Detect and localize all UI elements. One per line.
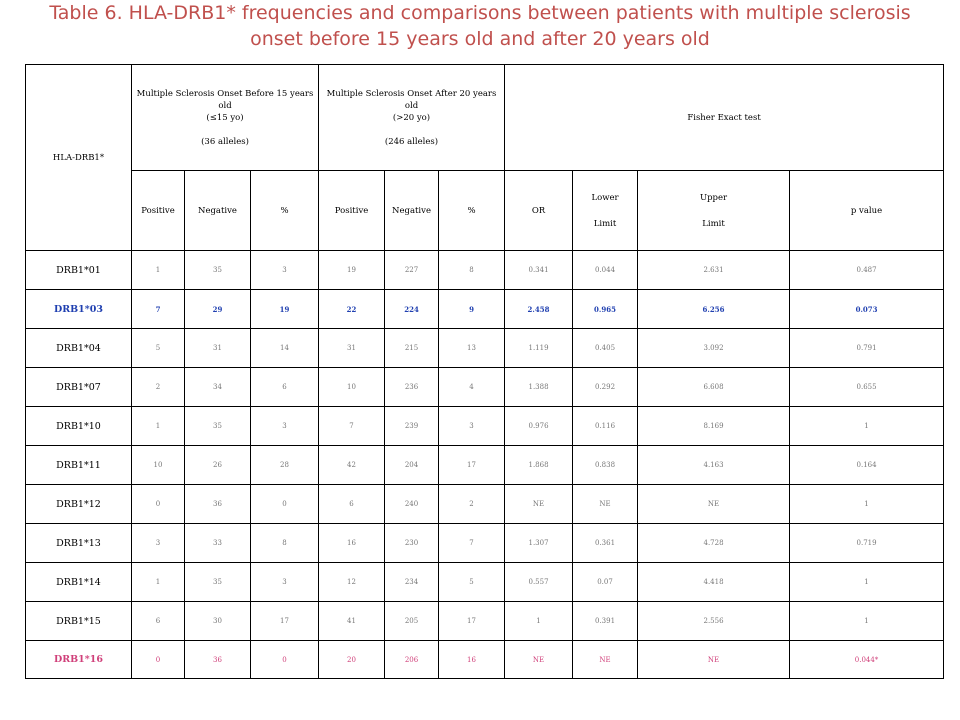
cell-positive-1: 1 (132, 251, 185, 290)
cell-positive-2: 12 (319, 563, 385, 602)
title-line-2: onset before 15 years old and after 20 years old (250, 28, 710, 50)
table-row (26, 563, 944, 602)
cell-positive-1: 3 (132, 524, 185, 563)
allele-label: DRB1*15 (26, 602, 132, 641)
table-row (26, 368, 944, 407)
cell-percent-1: 19 (251, 290, 319, 329)
allele-label: DRB1*07 (26, 368, 132, 407)
table-row (26, 407, 944, 446)
cell-negative-1: 31 (185, 329, 251, 368)
header-percent-2: % (439, 171, 505, 251)
cell-negative-1: 33 (185, 524, 251, 563)
header-group-after-20: Multiple Sclerosis Onset After 20 years old (>20 yo) (246 alleles) (319, 65, 505, 171)
cell-upper-limit: 2.556 (638, 602, 790, 641)
cell-percent-1: 14 (251, 329, 319, 368)
cell-p-value: 1 (790, 602, 944, 641)
cell-negative-1: 36 (185, 641, 251, 679)
cell-upper-limit: 4.418 (638, 563, 790, 602)
cell-or: 1.388 (505, 368, 573, 407)
cell-p-value: 0.487 (790, 251, 944, 290)
header-group-before-15: Multiple Sclerosis Onset Before 15 years old (≤15 yo) (36 alleles) (132, 65, 319, 171)
cell-percent-1: 8 (251, 524, 319, 563)
header-positive-2: Positive (319, 171, 385, 251)
cell-upper-limit: 4.163 (638, 446, 790, 485)
cell-upper-limit: NE (638, 641, 790, 679)
table-row (26, 524, 944, 563)
allele-label: DRB1*03 (26, 290, 132, 329)
cell-p-value: 0.073 (790, 290, 944, 329)
cell-percent-2: 17 (439, 602, 505, 641)
cell-upper-limit: 2.631 (638, 251, 790, 290)
cell-positive-2: 7 (319, 407, 385, 446)
cell-positive-1: 1 (132, 407, 185, 446)
cell-upper-limit: 3.092 (638, 329, 790, 368)
cell-positive-1: 6 (132, 602, 185, 641)
cell-negative-2: 215 (385, 329, 439, 368)
cell-positive-2: 20 (319, 641, 385, 679)
table-row (26, 251, 944, 290)
cell-negative-2: 239 (385, 407, 439, 446)
cell-negative-1: 35 (185, 407, 251, 446)
cell-lower-limit: 0.07 (573, 563, 638, 602)
cell-negative-2: 240 (385, 485, 439, 524)
cell-negative-2: 206 (385, 641, 439, 679)
cell-negative-2: 204 (385, 446, 439, 485)
allele-label: DRB1*13 (26, 524, 132, 563)
cell-or: 1.119 (505, 329, 573, 368)
cell-lower-limit: 0.405 (573, 329, 638, 368)
cell-positive-2: 22 (319, 290, 385, 329)
cell-or: NE (505, 641, 573, 679)
cell-lower-limit: NE (573, 641, 638, 679)
allele-label: DRB1*04 (26, 329, 132, 368)
cell-upper-limit: 4.728 (638, 524, 790, 563)
cell-positive-2: 19 (319, 251, 385, 290)
cell-lower-limit: 0.044 (573, 251, 638, 290)
cell-negative-2: 234 (385, 563, 439, 602)
cell-upper-limit: 6.256 (638, 290, 790, 329)
cell-upper-limit: NE (638, 485, 790, 524)
header-negative-2: Negative (385, 171, 439, 251)
cell-negative-1: 26 (185, 446, 251, 485)
cell-positive-2: 6 (319, 485, 385, 524)
table-row (26, 290, 944, 329)
cell-lower-limit: 0.391 (573, 602, 638, 641)
cell-percent-1: 0 (251, 641, 319, 679)
cell-or: 0.341 (505, 251, 573, 290)
cell-percent-2: 7 (439, 524, 505, 563)
cell-percent-1: 6 (251, 368, 319, 407)
allele-label: DRB1*01 (26, 251, 132, 290)
cell-percent-2: 4 (439, 368, 505, 407)
allele-label: DRB1*14 (26, 563, 132, 602)
cell-negative-2: 224 (385, 290, 439, 329)
cell-lower-limit: 0.116 (573, 407, 638, 446)
cell-percent-1: 28 (251, 446, 319, 485)
cell-p-value: 1 (790, 485, 944, 524)
header-hla-drb1: HLA-DRB1* (26, 65, 132, 251)
header-or: OR (505, 171, 573, 251)
cell-positive-2: 31 (319, 329, 385, 368)
cell-positive-1: 0 (132, 485, 185, 524)
cell-positive-2: 10 (319, 368, 385, 407)
table-row (26, 485, 944, 524)
cell-or: 0.976 (505, 407, 573, 446)
cell-or: NE (505, 485, 573, 524)
cell-percent-2: 3 (439, 407, 505, 446)
cell-percent-2: 13 (439, 329, 505, 368)
cell-percent-1: 17 (251, 602, 319, 641)
cell-p-value: 1 (790, 407, 944, 446)
cell-lower-limit: 0.838 (573, 446, 638, 485)
cell-p-value: 0.164 (790, 446, 944, 485)
cell-negative-1: 36 (185, 485, 251, 524)
cell-positive-1: 0 (132, 641, 185, 679)
cell-positive-1: 1 (132, 563, 185, 602)
cell-positive-1: 10 (132, 446, 185, 485)
cell-negative-2: 230 (385, 524, 439, 563)
header-upper-limit: Upper Limit (638, 171, 790, 251)
table-row (26, 329, 944, 368)
cell-negative-2: 227 (385, 251, 439, 290)
allele-label: DRB1*16 (26, 641, 132, 679)
cell-percent-1: 3 (251, 251, 319, 290)
header-p-value: p value (790, 171, 944, 251)
cell-or: 1.307 (505, 524, 573, 563)
cell-percent-2: 5 (439, 563, 505, 602)
table-row (26, 602, 944, 641)
cell-positive-1: 7 (132, 290, 185, 329)
cell-p-value: 0.719 (790, 524, 944, 563)
cell-or: 1 (505, 602, 573, 641)
cell-p-value: 0.655 (790, 368, 944, 407)
cell-negative-2: 205 (385, 602, 439, 641)
table-row (26, 641, 944, 679)
header-percent-1: % (251, 171, 319, 251)
cell-p-value: 1 (790, 563, 944, 602)
cell-or: 0.557 (505, 563, 573, 602)
cell-or: 2.458 (505, 290, 573, 329)
header-positive-1: Positive (132, 171, 185, 251)
cell-percent-2: 8 (439, 251, 505, 290)
cell-positive-2: 42 (319, 446, 385, 485)
header-fisher-exact-test: Fisher Exact test (505, 65, 944, 171)
cell-percent-2: 2 (439, 485, 505, 524)
cell-positive-2: 16 (319, 524, 385, 563)
header-negative-1: Negative (185, 171, 251, 251)
cell-percent-2: 17 (439, 446, 505, 485)
hla-frequency-table (25, 64, 944, 679)
cell-percent-1: 0 (251, 485, 319, 524)
cell-percent-2: 9 (439, 290, 505, 329)
cell-percent-1: 3 (251, 563, 319, 602)
cell-or: 1.868 (505, 446, 573, 485)
table-title (0, 0, 960, 52)
title-line-1: Table 6. HLA-DRB1* frequencies and comparisons between patients with multiple sclerosis (49, 2, 911, 24)
cell-negative-2: 236 (385, 368, 439, 407)
cell-upper-limit: 6.608 (638, 368, 790, 407)
cell-lower-limit: 0.965 (573, 290, 638, 329)
cell-p-value: 0.791 (790, 329, 944, 368)
cell-lower-limit: 0.292 (573, 368, 638, 407)
cell-negative-1: 29 (185, 290, 251, 329)
allele-label: DRB1*11 (26, 446, 132, 485)
cell-lower-limit: NE (573, 485, 638, 524)
cell-percent-1: 3 (251, 407, 319, 446)
cell-p-value: 0.044* (790, 641, 944, 679)
cell-positive-1: 5 (132, 329, 185, 368)
table-row (26, 446, 944, 485)
cell-negative-1: 30 (185, 602, 251, 641)
allele-label: DRB1*12 (26, 485, 132, 524)
cell-negative-1: 35 (185, 563, 251, 602)
header-lower-limit: Lower Limit (573, 171, 638, 251)
cell-negative-1: 35 (185, 251, 251, 290)
cell-percent-2: 16 (439, 641, 505, 679)
cell-lower-limit: 0.361 (573, 524, 638, 563)
cell-upper-limit: 8.169 (638, 407, 790, 446)
allele-label: DRB1*10 (26, 407, 132, 446)
cell-positive-2: 41 (319, 602, 385, 641)
cell-negative-1: 34 (185, 368, 251, 407)
cell-positive-1: 2 (132, 368, 185, 407)
